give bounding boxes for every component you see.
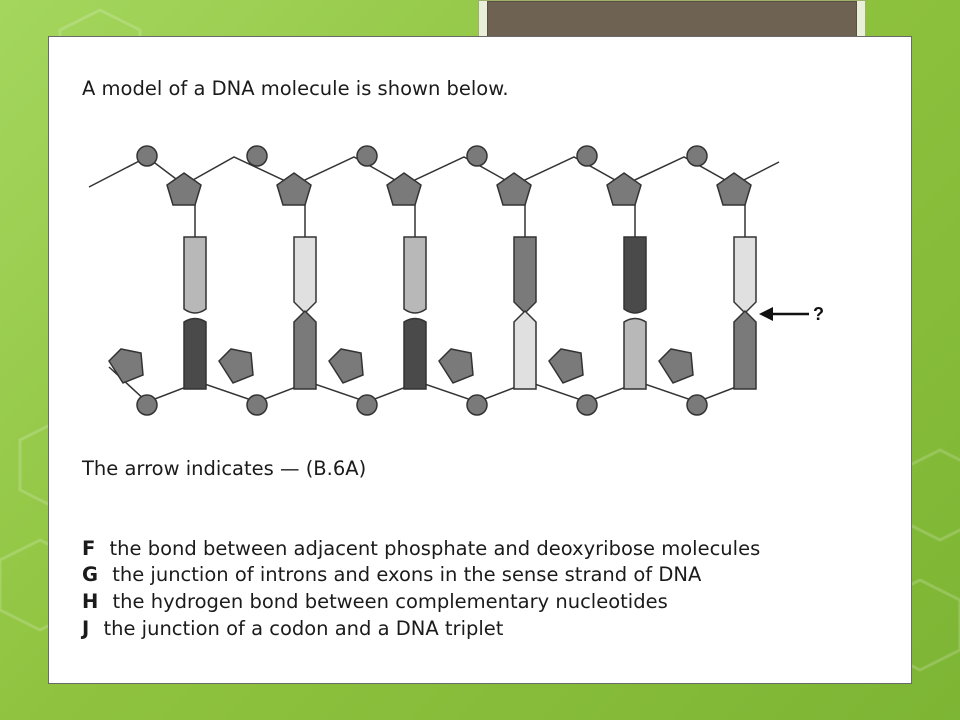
arrow-indicator (759, 304, 824, 324)
option-j[interactable] (82, 617, 503, 640)
option-text: the junction of introns and exons in the sense strand of DNA (112, 563, 702, 586)
dna-model-diagram (89, 137, 824, 427)
option-letter: H (82, 590, 99, 613)
phosphate-bottom-2 (247, 395, 267, 415)
base-top-4 (514, 237, 536, 313)
sugar-bottom-6 (659, 349, 693, 383)
phosphate-top-3 (357, 146, 377, 166)
phosphate-top-4 (467, 146, 487, 166)
option-letter: G (82, 563, 99, 586)
phosphate-top-1 (137, 146, 157, 166)
sugar-top-2 (277, 173, 311, 205)
sugar-bottom-5 (549, 349, 583, 383)
option-text: the junction of a codon and a DNA triplet (103, 617, 504, 640)
option-text: the hydrogen bond between complementary nucleotides (112, 590, 668, 613)
intro-text: A model of a DNA molecule is shown below. (82, 77, 509, 100)
phosphate-top-6 (687, 146, 707, 166)
sugar-bottom-1 (109, 349, 143, 383)
arrow-question-mark: ? (813, 304, 824, 324)
base-top-6 (734, 237, 756, 313)
connector-lines (195, 205, 745, 237)
phosphate-top-2 (247, 146, 267, 166)
base-top-1 (184, 237, 206, 313)
phosphate-bottom-5 (577, 395, 597, 415)
phosphate-bottom-1 (137, 395, 157, 415)
base-bottom-1 (184, 319, 206, 390)
option-letter: F (82, 537, 96, 560)
option-f[interactable] (82, 537, 760, 560)
option-text: the bond between adjacent phosphate and deoxyribose molecules (109, 537, 761, 560)
option-letter: J (82, 617, 90, 640)
base-bottom-4 (514, 311, 536, 389)
arrow-head (759, 307, 773, 321)
phosphate-bottom-6 (687, 395, 707, 415)
phosphate-bottom-4 (467, 395, 487, 415)
base-bottom-3 (404, 319, 426, 390)
sugar-bottom-2 (219, 349, 253, 383)
option-g[interactable] (82, 563, 701, 586)
base-top-3 (404, 237, 426, 313)
option-h[interactable] (82, 590, 668, 613)
phosphate-bottom-3 (357, 395, 377, 415)
base-bottom-5 (624, 319, 646, 390)
slide-content-panel (48, 36, 912, 684)
base-bottom-2 (294, 311, 316, 389)
base-top-2 (294, 237, 316, 313)
base-top-5 (624, 237, 646, 313)
sugar-bottom-3 (329, 349, 363, 383)
sugar-bottom-4 (439, 349, 473, 383)
question-text: The arrow indicates — (B.6A) (82, 457, 367, 480)
base-bottom-6 (734, 311, 756, 389)
phosphate-top-5 (577, 146, 597, 166)
